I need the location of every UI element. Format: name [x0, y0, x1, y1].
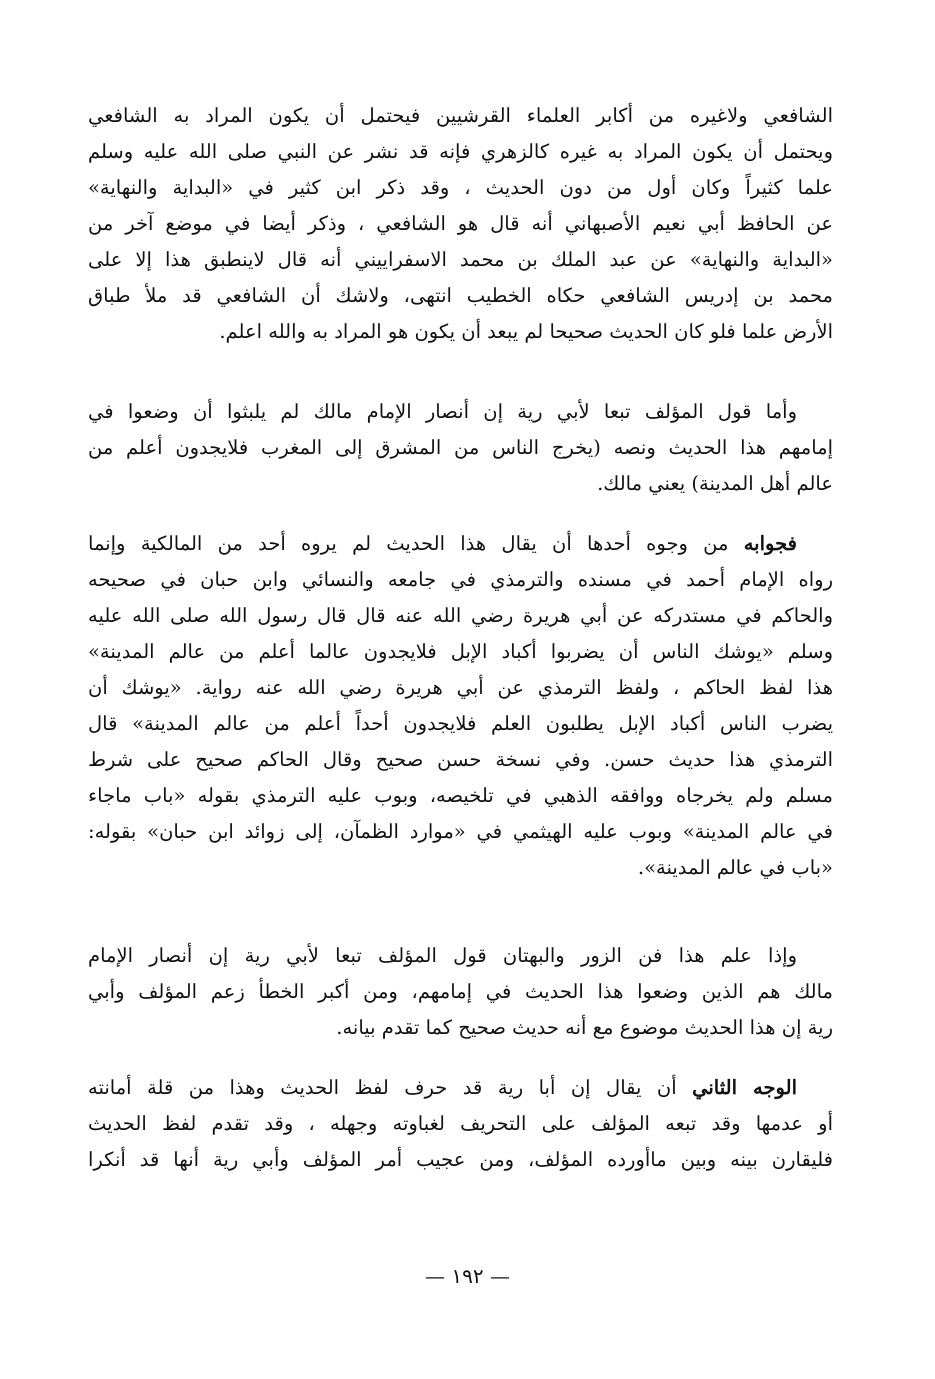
text-line: علما كثيراً وكان أول من دون الحديث ، وقد ذكر ابن كثير في «البداية والنهاية»: [88, 176, 833, 199]
text-line: إمامهم هذا الحديث ونصه (يخرج الناس من المشرق إلى المغرب فلايجدون أعلم من: [88, 436, 833, 459]
text-line: الأرض علما فلو كان الحديث صحيحا لم يبعد أن يكون هو المراد به والله اعلم.: [219, 320, 833, 343]
text-line: مسلم ولم يخرجاه ووافقه الذهبي في تلخيصه، وبوب عليه الترمذي بقوله «باب ماجاء: [88, 784, 833, 807]
text-line-rest: أن يقال إن أبا رية قد حرف لفظ الحديث وهذا من قلة أمانته: [88, 1076, 693, 1099]
text-line: وإذا علم هذا فن الزور والبهتان قول المؤلف تبعا لأبي رية إن أنصار الإمام: [88, 944, 797, 967]
page-number: — ١٩٢ —: [425, 1264, 510, 1288]
text-line: ويحتمل أن يكون المراد به غيره كالزهري فإنه قد نشر عن النبي صلى الله عليه وسلم: [88, 140, 833, 163]
text-line-rest: من وجوه أحدها أن يقال هذا الحديث لم يروه أحد من المالكية وإنما: [88, 532, 744, 555]
text-line: مالك هم الذين وضعوا هذا الحديث في إمامهم، ومن أكبر الخطأ زعم المؤلف وأبي: [88, 980, 833, 1003]
paragraph-2: [88, 394, 833, 502]
text-line: الترمذي هذا حديث حسن. وفي نسخة حسن صحيح وقال الحاكم صحيح على شرط: [88, 748, 833, 771]
text-line: «باب في عالم المدينة».: [637, 856, 833, 879]
text-line: [88, 1070, 833, 1106]
text-line: محمد بن إدريس الشافعي حكاه الخطيب انتهى، ولاشك أن الشافعي قد ملأ طباق: [88, 284, 833, 307]
text-line: «البداية والنهاية» عن عبد الملك بن محمد الاسفراييني أنه قال لاينطبق هذا إلا على: [88, 248, 833, 271]
text-line: وسلم «يوشك الناس أن يضربوا أكباد الإبل فلايجدون عالما أعلم من عالم المدينة»: [88, 640, 833, 663]
text-line: يضرب الناس أكباد الإبل يطلبون العلم فلايجدون أحداً أعلم من عالم المدينة» قال: [88, 712, 833, 735]
paragraph-3: [88, 526, 833, 886]
paragraph-4: [88, 938, 833, 1046]
text-line: رواه الإمام أحمد في مسنده والترمذي في جامعه والنسائي وابن حبان في صحيحه: [88, 568, 833, 591]
text-line: عالم أهل المدينة) يعني مالك.: [597, 472, 833, 495]
text-line: وأما قول المؤلف تبعا لأبي رية إن أنصار الإمام مالك لم يلبثوا أن وضعوا في: [88, 400, 797, 423]
text-line: هذا لفظ الحاكم ، ولفظ الترمذي عن أبي هريرة رضي الله عنه رواية. «يوشك أن: [88, 676, 833, 699]
text-line: [88, 526, 833, 562]
paragraph-5: [88, 1070, 833, 1178]
text-line: فليقارن بينه وبين ماأورده المؤلف، ومن عجيب أمر المؤلف وأبي رية أنها قد أنكرا: [88, 1148, 833, 1171]
paragraph-1: [88, 98, 833, 350]
text-line: عن الحافظ أبي نعيم الأصبهاني أنه قال هو الشافعي ، وذكر أيضا في موضع آخر من: [88, 212, 833, 235]
text-line: الشافعي ولاغيره من أكابر العلماء القرشيين فيحتمل أن يكون المراد به الشافعي: [88, 104, 833, 127]
paragraph-lead: الوجه الثاني: [692, 1076, 797, 1099]
text-line: في عالم المدينة» وبوب عليه الهيثمي في «موارد الظمآن، إلى زوائد ابن حبان» بقوله:: [88, 820, 833, 843]
text-line: والحاكم في مستدركه عن أبي هريرة رضي الله عنه قال قال رسول الله صلى الله عليه: [88, 604, 833, 627]
paragraph-lead: فجوابه: [743, 532, 797, 555]
text-line: رية إن هذا الحديث موضوع مع أنه حديث صحيح كما تقدم بيانه.: [336, 1016, 833, 1039]
text-line: أو عدمها وقد تبعه المؤلف على التحريف لغباوته وجهله ، وقد تقدم لفظ الحديث: [88, 1112, 833, 1135]
